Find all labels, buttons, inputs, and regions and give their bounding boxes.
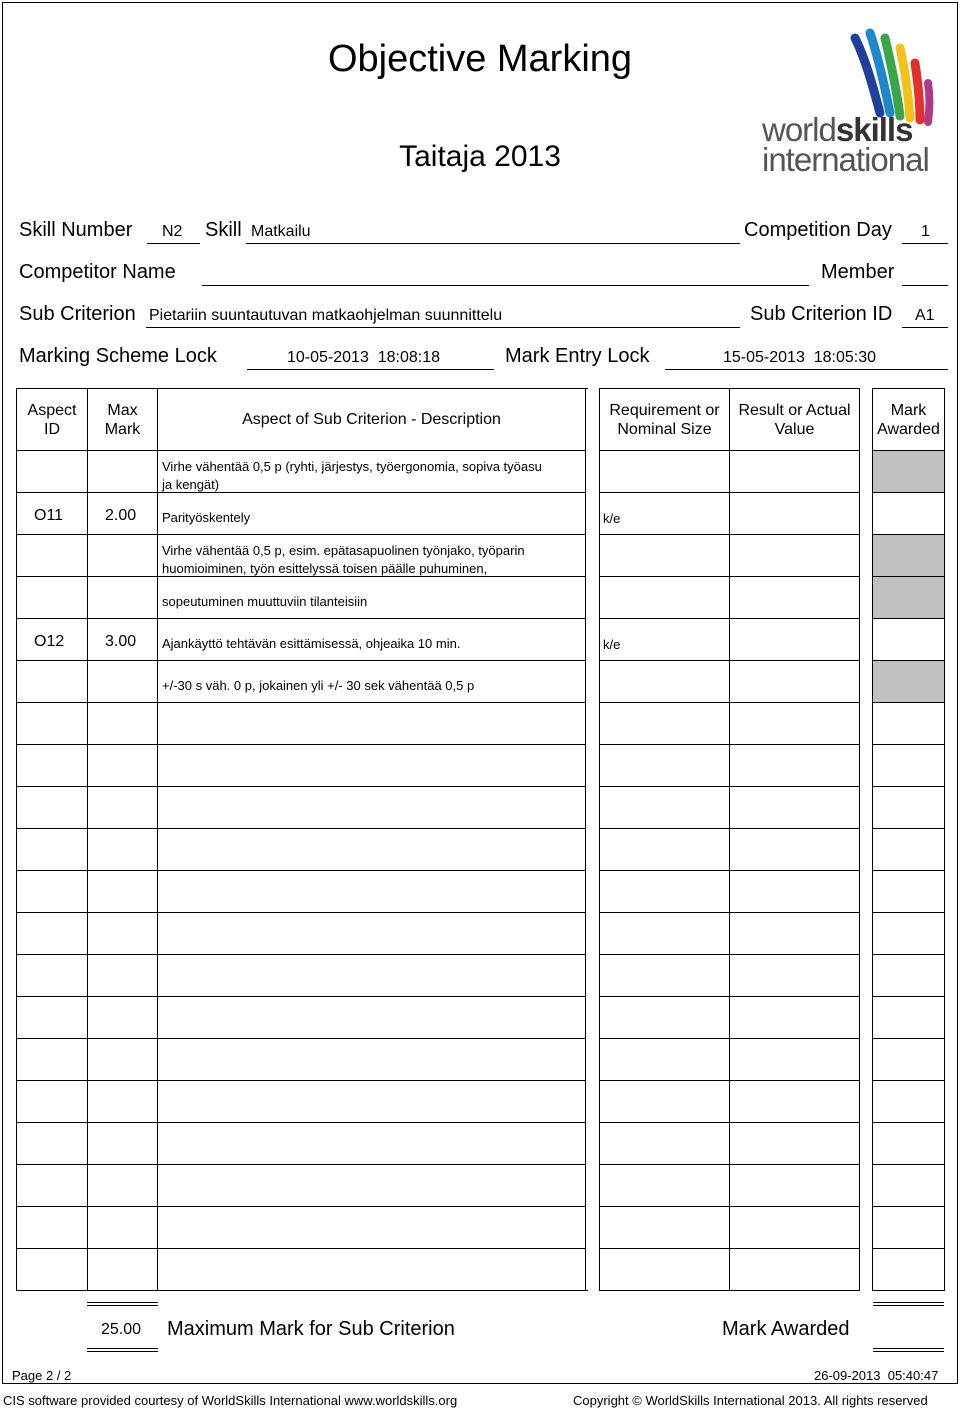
table-col-divider-4 [599, 388, 600, 1290]
row-line [16, 492, 945, 493]
mark-entry-lock-underline [665, 369, 948, 370]
description-o12: Ajankäyttö tehtävän esittämisessä, ohjeaika 10 min. [162, 636, 461, 651]
skill-number-value: N2 [162, 223, 183, 240]
row-line [16, 828, 945, 829]
row-line [16, 912, 945, 913]
marking-scheme-lock-underline [247, 369, 494, 370]
row-line [16, 1038, 945, 1039]
table-bottom-border-c [872, 1290, 945, 1291]
header-requirement-line1: Requirement or [609, 401, 720, 419]
competition-day-underline [902, 243, 948, 244]
sub-criterion-label: Sub Criterion [19, 303, 136, 325]
skill-label: Skill [205, 219, 242, 241]
row-line [16, 744, 945, 745]
awarded-total-double-line-top [873, 1302, 944, 1306]
description-note: ja kengät) [162, 477, 220, 492]
competition-day-value: 1 [921, 223, 930, 240]
table-col-divider-7 [872, 388, 873, 1290]
row-line [16, 1206, 945, 1207]
row-line [16, 1122, 945, 1123]
competitor-name-label: Competitor Name [19, 261, 176, 283]
table-col-divider-1 [87, 388, 88, 1290]
row-line [16, 870, 945, 871]
logo-wordmark-bottom: international [762, 141, 929, 178]
max-total-value: 25.00 [101, 1321, 142, 1338]
row-line [16, 1080, 945, 1081]
logo-word-skills: skills [835, 111, 913, 148]
marking-scheme-lock-value: 10-05-2013 18:08:18 [287, 349, 441, 366]
header-mark-awarded [873, 389, 944, 450]
logo-word-world: world [762, 111, 836, 148]
sub-criterion-id-underline [902, 327, 948, 328]
skill-value: Matkailu [251, 223, 311, 240]
aspect-id-o12: O12 [34, 633, 65, 650]
page-number: Page 2 / 2 [12, 1368, 72, 1383]
header-requirement-line2: Nominal Size [617, 420, 712, 438]
awarded-cell-disabled [873, 577, 944, 618]
table-bottom-border-a [16, 1290, 588, 1291]
description-note: huomioiminen, työn esittelyssä toisen päälle puhuminen, [162, 561, 488, 576]
description-note: sopeutuminen muuttuviin tilanteisiin [162, 594, 368, 609]
gap-column-a [586, 389, 599, 1290]
row-line [16, 954, 945, 955]
max-total-label: Maximum Mark for Sub Criterion [167, 1318, 455, 1340]
awarded-cell-disabled [873, 451, 944, 492]
page-subtitle: Taitaja 2013 [399, 140, 561, 173]
sub-criterion-underline [146, 327, 740, 328]
row-line [16, 702, 945, 703]
row-line [16, 1164, 945, 1165]
requirement-o12: k/e [603, 637, 621, 652]
description-o11: Parityöskentely [162, 510, 251, 525]
page-frame [2, 2, 958, 1384]
row-line [16, 786, 945, 787]
awarded-cell-disabled [873, 535, 944, 576]
mark-awarded-label: Mark Awarded [722, 1318, 850, 1340]
member-underline [902, 285, 948, 286]
description-note: Virhe vähentää 0,5 p, esim. epätasapuolinen työnjako, työparin [162, 543, 525, 558]
header-aspect-id-line1: Aspect [27, 401, 77, 419]
header-mark-awarded-line1: Mark [890, 401, 927, 419]
row-line [16, 618, 945, 619]
awarded-total-double-line-bottom [873, 1348, 944, 1352]
sub-criterion-value: Pietariin suuntautuvan matkaohjelman suunnittelu [149, 307, 503, 324]
table-col-divider-2 [157, 388, 158, 1290]
header-requirement [600, 389, 729, 450]
row-line [16, 996, 945, 997]
header-aspect-id [17, 389, 87, 450]
competition-day-label: Competition Day [744, 219, 892, 241]
header-max-mark-line2: Mark [104, 420, 141, 438]
table-border-right [944, 388, 945, 1290]
footer-copyright: Copyright © WorldSkills International 2013. All rights reserved [573, 1393, 928, 1408]
table-col-divider-5 [729, 388, 730, 1290]
mark-entry-lock-value: 15-05-2013 18:05:30 [723, 349, 877, 366]
footer-credit: CIS software provided courtesy of WorldSkills International www.worldskills.org [3, 1393, 458, 1408]
aspect-id-o11: O11 [34, 507, 64, 524]
header-result [730, 389, 859, 450]
competitor-name-underline [202, 285, 809, 286]
row-line [16, 1248, 945, 1249]
header-result-line1: Result or Actual [738, 401, 851, 419]
awarded-cell-disabled [873, 661, 944, 702]
row-line [16, 534, 945, 535]
header-mark-awarded-line2: Awarded [877, 420, 940, 438]
row-line [16, 450, 945, 451]
print-timestamp: 26-09-2013 05:40:47 [814, 1368, 939, 1383]
sub-criterion-id-label: Sub Criterion ID [750, 303, 893, 325]
header-max-mark [88, 389, 157, 450]
max-total-double-line-top [87, 1302, 158, 1306]
max-mark-o11: 2.00 [105, 507, 137, 524]
header-result-line2: Value [774, 420, 815, 438]
header-aspect-id-line2: ID [44, 420, 60, 438]
header-max-mark-line1: Max [107, 401, 138, 419]
marking-scheme-lock-label: Marking Scheme Lock [19, 345, 217, 367]
max-mark-o12: 3.00 [105, 633, 137, 650]
skill-underline [246, 243, 740, 244]
member-label: Member [821, 261, 895, 283]
row-line [16, 660, 945, 661]
description-note: Virhe vähentää 0,5 p (ryhti, järjestys, työergonomia, sopiva työasu [162, 459, 542, 474]
skill-number-label: Skill Number [19, 219, 133, 241]
page-title: Objective Marking [327, 38, 633, 80]
description-note: +/-30 s väh. 0 p, jokainen yli +/- 30 sek vähentää 0,5 p [162, 678, 475, 693]
mark-entry-lock-label: Mark Entry Lock [505, 345, 650, 367]
gap-column-b [860, 389, 872, 1290]
requirement-o11: k/e [603, 511, 621, 526]
sub-criterion-id-value: A1 [915, 307, 935, 324]
max-total-double-line-bottom [87, 1348, 158, 1352]
skill-number-underline [147, 243, 200, 244]
header-description: Aspect of Sub Criterion - Description [242, 411, 501, 428]
table-border-left [16, 388, 17, 1290]
table-bottom-border-b [599, 1290, 860, 1291]
